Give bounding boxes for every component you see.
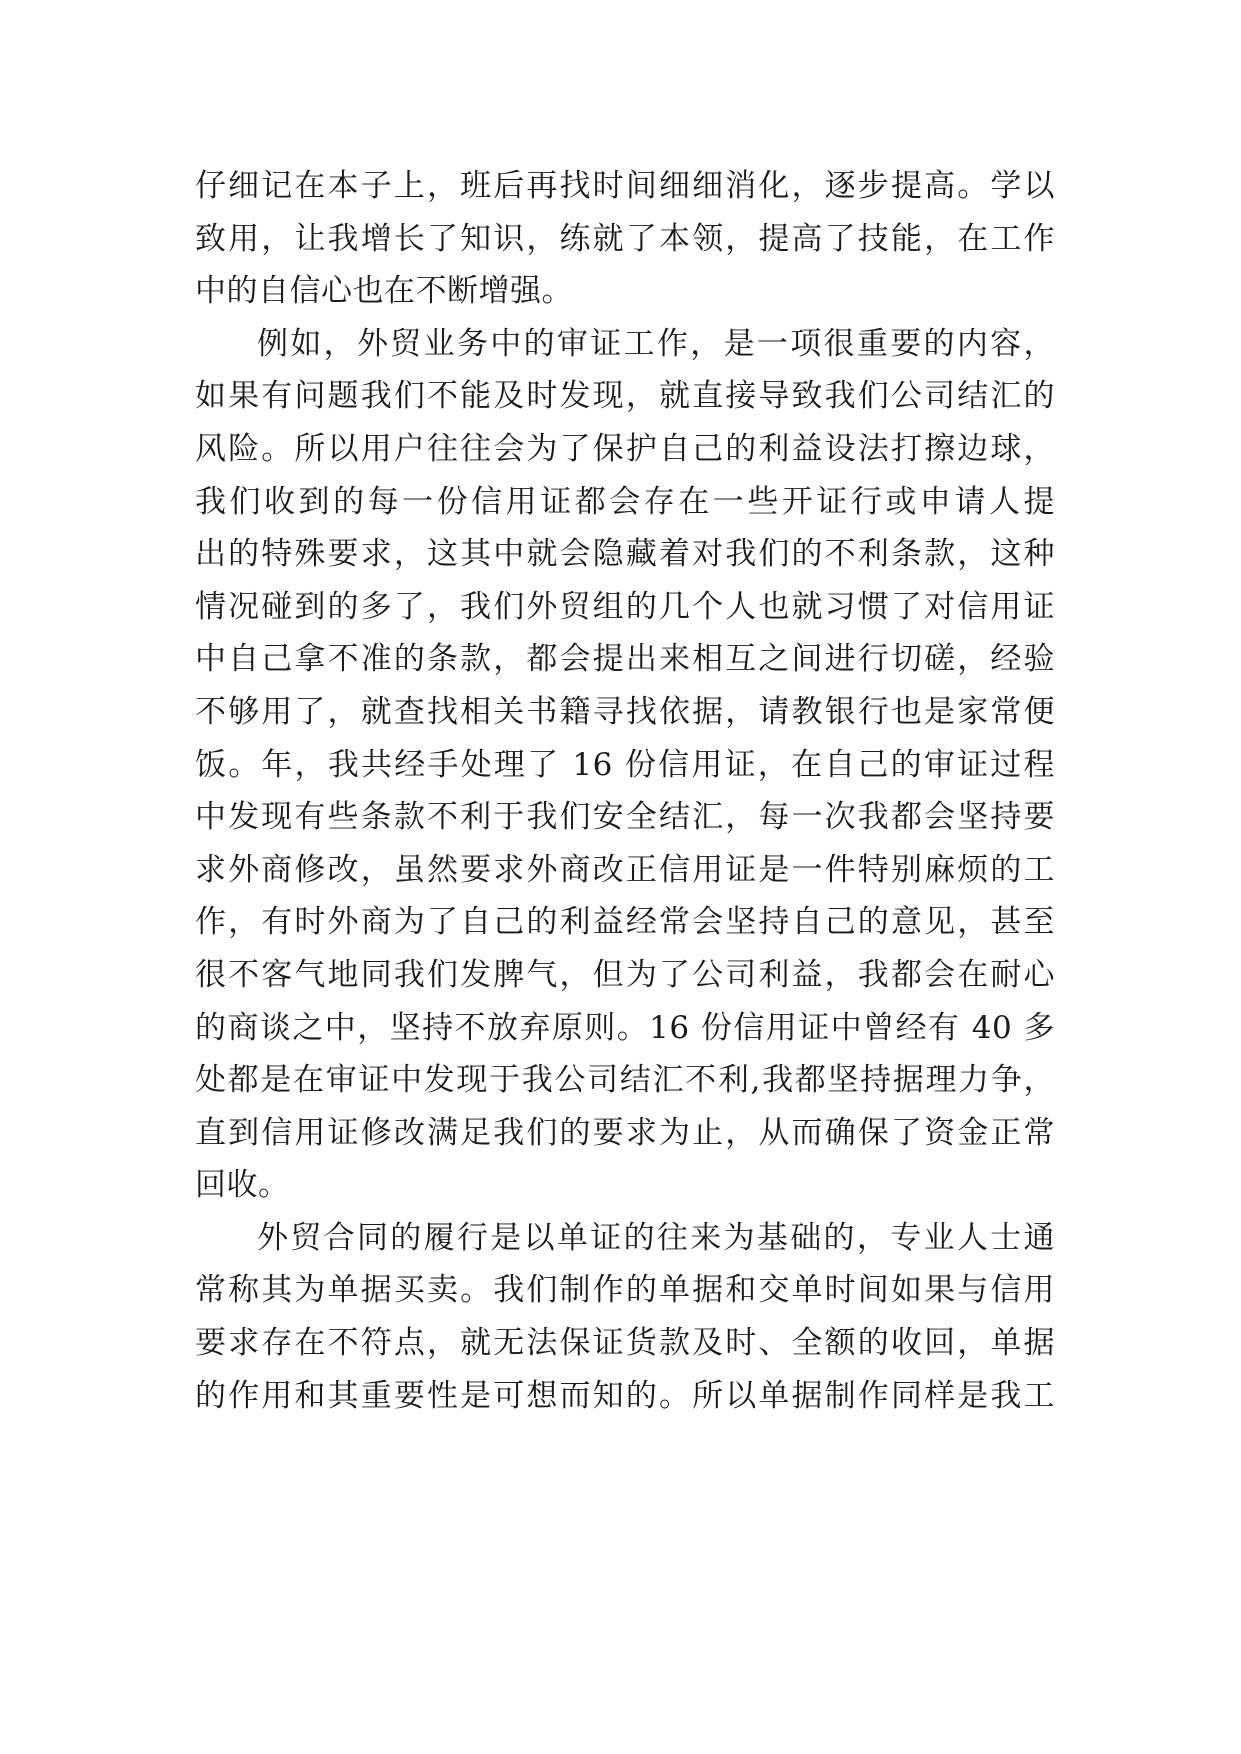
- body-text: [195, 160, 1055, 1422]
- text-line: 例如，外贸业务中的审证工作，是一项很重要的内容，: [257, 325, 1055, 362]
- paragraph: [195, 318, 1055, 1212]
- text-line: 中自己拿不准的条款，都会提出来相互之间进行切磋，经验: [195, 641, 1055, 678]
- text-line: 如果有问题我们不能及时发现，就直接导致我们公司结汇的: [195, 378, 1055, 415]
- text-line: 要求存在不符点，就无法保证货款及时、全额的收回，单据: [195, 1325, 1055, 1362]
- text-line: 作，有时外商为了自己的利益经常会坚持自己的意见，甚至: [195, 904, 1055, 941]
- text-line: 风险。所以用户往往会为了保护自己的利益设法打擦边球，: [195, 430, 1055, 467]
- text-line: 饭。年，我共经手处理了 16 份信用证，在自己的审证过程: [195, 746, 1055, 783]
- text-line: 出的特殊要求，这其中就会隐藏着对我们的不利条款，这种: [195, 536, 1055, 573]
- text-line: 情况碰到的多了，我们外贸组的几个人也就习惯了对信用证: [195, 588, 1055, 625]
- text-line: 仔细记在本子上，班后再找时间细细消化，逐步提高。学以: [195, 168, 1055, 204]
- text-line: 直到信用证修改满足我们的要求为止，从而确保了资金正常: [195, 1114, 1055, 1151]
- text-line: 中发现有些条款不利于我们安全结汇，每一次我都会坚持要: [195, 799, 1055, 836]
- text-line: 回收。: [195, 1167, 290, 1204]
- text-line: 我们收到的每一份信用证都会存在一些开证行或申请人提: [195, 483, 1055, 520]
- text-line: 致用，让我增长了知识，练就了本领，提高了技能，在工作: [195, 220, 1055, 257]
- text-line: 处都是在审证中发现于我公司结汇不利,我都坚持据理力争，: [195, 1062, 1055, 1099]
- text-line: 求外商修改，虽然要求外商改正信用证是一件特别麻烦的工: [195, 851, 1055, 888]
- text-line: 很不客气地同我们发脾气，但为了公司利益，我都会在耐心: [195, 956, 1055, 993]
- text-line: 常称其为单据买卖。我们制作的单据和交单时间如果与信用: [195, 1272, 1055, 1309]
- text-line: 的商谈之中，坚持不放弃原则。16 份信用证中曾经有 40 多: [195, 1009, 1055, 1046]
- text-line: 外贸合同的履行是以单证的往来为基础的，专业人士通: [257, 1219, 1055, 1256]
- paragraph: [195, 160, 1055, 318]
- text-line: 的作用和其重要性是可想而知的。所以单据制作同样是我工: [195, 1377, 1055, 1414]
- paragraph: [195, 1212, 1055, 1422]
- text-line: 中的自信心也在不断增强。: [195, 273, 573, 310]
- text-line: 不够用了，就查找相关书籍寻找依据，请教银行也是家常便: [195, 693, 1055, 730]
